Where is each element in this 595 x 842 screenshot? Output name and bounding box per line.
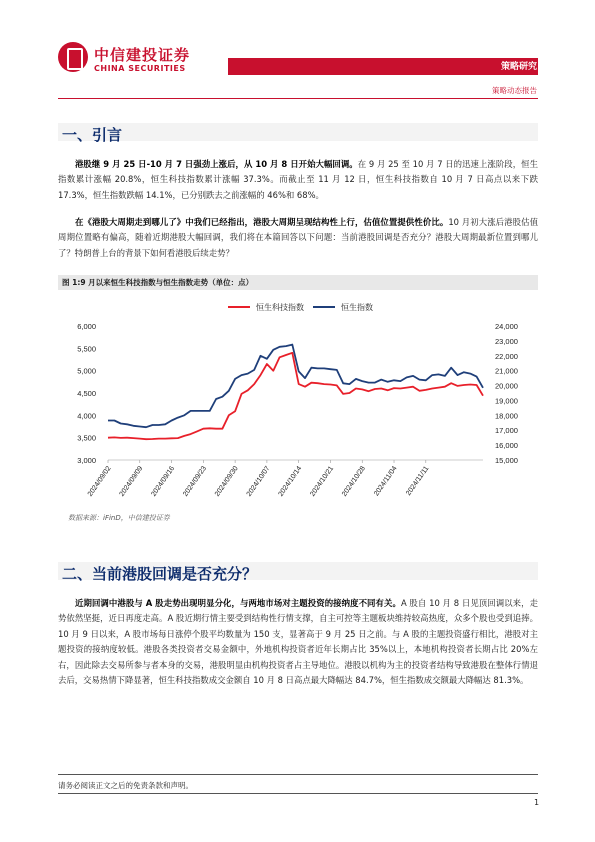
y-right-tick-label: 17,000 xyxy=(495,426,518,436)
footer-divider xyxy=(58,774,538,775)
section1-p1-lead: 港股继 9 月 25 日-10 月 7 日强劲上涨后，从 10 月 8 日开始大幅回调。 xyxy=(75,159,358,169)
section1-title: 一、引言 xyxy=(62,126,123,144)
x-tick-label: 2024/09/23 xyxy=(182,465,208,498)
logo-text-en: CHINA SECURITIES xyxy=(94,64,186,73)
x-tick-label: 2024/09/02 xyxy=(86,465,113,498)
y-left-tick-label: 3,000 xyxy=(77,456,96,465)
y-right-tick-label: 23,000 xyxy=(495,336,518,346)
footer-disclaimer: 请务必阅读正文之后的免责条款和声明。 xyxy=(58,781,193,790)
x-tick-label: 2024/11/11 xyxy=(405,465,431,497)
y-left-tick-label: 4,000 xyxy=(77,411,96,421)
section1-title-bar xyxy=(58,123,538,141)
report-type: 策略动态报告 xyxy=(492,86,537,95)
company-logo-icon xyxy=(58,42,88,72)
y-right-tick-label: 15,000 xyxy=(495,456,518,465)
footer-divider-bottom xyxy=(58,793,538,794)
page-number: 1 xyxy=(534,798,540,807)
y-right-tick-label: 21,000 xyxy=(495,366,518,376)
figure-source: 数据来源：iFinD，中信建投证券 xyxy=(68,514,170,522)
y-right-tick-label: 18,000 xyxy=(495,411,518,421)
y-right-tick-label: 16,000 xyxy=(495,441,518,451)
x-tick-label: 2024/11/04 xyxy=(373,465,399,498)
legend-label-hsi: 恒生指数 xyxy=(341,303,373,312)
x-tick-label: 2024/10/21 xyxy=(309,465,336,498)
section1-paragraph1 xyxy=(58,157,538,203)
section2-paragraph1 xyxy=(58,596,538,688)
section1-p1-body: 在 9 月 25 至 10 月 7 日的迅速上涨阶段，恒生指数累计涨幅 20.8%，恒生科技指数累计涨幅 37.3%。而截止至 11 月 12 日，恒生科技指数自 10 月 7 日高点以来下跌 17.3%，恒生指数跌幅 14.1%，已分别跌去之前涨幅的 46%和 68%。 xyxy=(58,159,538,200)
y-left-tick-label: 5,500 xyxy=(77,344,96,354)
y-right-tick-label: 19,000 xyxy=(495,396,518,406)
y-left-tick-label: 6,000 xyxy=(77,322,96,331)
y-left-tick-label: 4,500 xyxy=(77,389,96,398)
series-line-hstech xyxy=(108,353,483,439)
section1-p2-body: 10 月初大涨后港股估值周期位置略有偏高，随着近期港股大幅回调，我们将在本篇回答以下问题：当前港股回调是否充分？港股大周期最新位置到哪儿了？特朗普上台的背景下如何看港股后续走势？ xyxy=(58,217,538,258)
chart-legend xyxy=(228,302,373,312)
section2-p1-lead: 近期回调中港股与 A 股走势出现明显分化，与两地市场对主题投资的接纳度不同有关。 xyxy=(75,598,401,608)
x-tick-label: 2024/10/07 xyxy=(245,465,272,498)
header-divider xyxy=(58,98,538,99)
y-left-tick-label: 3,500 xyxy=(77,433,96,443)
section2-p1-body: A 股自 10 月 8 日见顶回调以来，走势依然坚挺，近日再度走高。A 股近期行情主要受到结构性行情支撑，自主可控等主题板块维持较高热度，众多个股也受到追捧。10 月 9 日以来，A 股市场每日涨停个股平均数量为 150 支，显著高于 9 月 25 日之前。与 A 股的主题投资盛行相比，港股对主题投资的接纳度较低。港股各类投资者交易金额中，外地机构投资者近年长期占比 35%以上，本地机构投资者长期占比 20%左右，因此除去交易所参与者本身的交易，港股明显由机构投资者占主导地位。港股以机构为主的投资者结构导致港股在整体行情退去后，交易热情下降显著，恒生科技指数成交金额自 10 月 8 日高点最大降幅达 84.7%，恒生指数成交额最大降幅达 81.3%。 xyxy=(58,598,538,686)
series-line-hsi xyxy=(108,345,483,428)
x-tick-label: 2024/10/28 xyxy=(341,465,367,498)
legend-label-hstech: 恒生科技指数 xyxy=(256,303,304,312)
x-tick-label: 2024/09/09 xyxy=(118,465,145,498)
section1-p2-lead: 在《港股大周期走到哪儿了》中我们已经指出，港股大周期呈现结构性上行，估值位置提供性价比。 xyxy=(75,217,449,227)
y-right-tick-label: 22,000 xyxy=(495,351,518,361)
header-banner xyxy=(228,58,538,75)
y-left-tick-label: 5,000 xyxy=(77,366,96,376)
x-tick-label: 2024/09/16 xyxy=(150,465,177,498)
y-right-tick-label: 24,000 xyxy=(495,322,518,331)
line-chart xyxy=(58,292,538,510)
logo-text-cn: 中信建投证券 xyxy=(94,46,191,64)
report-category: 策略研究 xyxy=(500,62,537,72)
x-tick-label: 2024/09/30 xyxy=(213,465,240,498)
section2-title: 二、当前港股回调是否充分？ xyxy=(62,565,258,583)
figure-title: 图 1:9 月以来恒生科技指数与恒生指数走势（单位：点） xyxy=(62,278,254,287)
y-right-tick-label: 20,000 xyxy=(495,381,518,391)
x-tick-label: 2024/10/14 xyxy=(277,465,304,498)
section1-paragraph2 xyxy=(58,215,538,261)
